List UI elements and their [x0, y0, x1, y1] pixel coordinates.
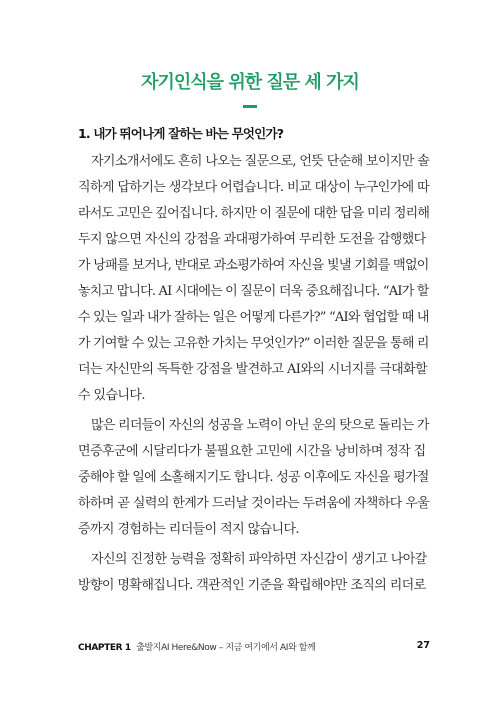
paragraph-2-line-5: 증까지 경험하는 리더들이 적지 않습니다.	[78, 522, 299, 537]
title-dash	[243, 105, 257, 108]
paragraph-3-line-1: 자신의 진정한 능력을 정확히 파악하면 자신감이 생기고 나아갈	[91, 552, 427, 567]
paragraph-3-line-2: 방향이 명확해집니다. 객관적인 기준을 확립해야만 조직의 리더로	[78, 578, 426, 593]
paragraph-1-line-10: 수 있습니다.	[78, 388, 145, 403]
body-text	[78, 149, 429, 599]
paragraph-1-line-9: 더는 자신만의 독특한 강점을 발견하고 AI와의 시너지를 극대화할	[78, 362, 427, 377]
question-heading: 1. 내가 뛰어나게 잘하는 바는 무엇인가?	[78, 126, 284, 141]
paragraph-1-line-7: 수 있는 일과 내가 잘하는 일은 어떻게 다른가?” “AI와 협업할 때 내	[78, 310, 429, 325]
paragraph-2-line-1: 많은 리더들이 자신의 성공을 노력이 아닌 운의 탓으로 돌리는 가	[91, 418, 429, 433]
page-number: 27	[416, 640, 430, 651]
paragraph-1-line-8: 가 기여할 수 있는 고유한 가치는 무엇인가?” 이러한 질문을 통해 리	[78, 336, 429, 351]
paragraph-1-line-1: 자기소개서에도 흔히 나오는 질문으로, 언뜻 단순해 보이지만 솔	[91, 154, 430, 169]
paragraph-1-line-5: 가 낭패를 보거나, 반대로 과소평가하여 자신을 빛낼 기회를 맥없이	[78, 258, 429, 273]
page-title: 자기인식을 위한 질문 세 가지	[141, 72, 359, 93]
paragraph-2-line-3: 중해야 할 일에 소홀해지기도 합니다. 성공 이후에도 자신을 평가절	[78, 470, 429, 485]
paragraph-1-line-4: 두지 않으면 자신의 강점을 과대평가하여 무리한 도전을 감행했다	[78, 232, 426, 247]
paragraph-1-line-6: 놓치고 맙니다. AI 시대에는 이 질문이 더욱 중요해집니다. “AI가 할	[78, 284, 429, 299]
footer-subtitle: 출발지AI Here&Now – 지금 여기에서 AI와 함께	[136, 643, 316, 653]
paragraph-1-line-2: 직하게 답하기는 생각보다 어렵습니다. 비교 대상이 누구인가에 따	[78, 180, 430, 195]
footer	[78, 640, 315, 653]
paragraph-2-line-2: 면증후군에 시달리다가 불필요한 고민에 시간을 낭비하며 정작 집	[78, 444, 426, 459]
footer-chapter: CHAPTER 1	[78, 643, 131, 653]
paragraph-1-line-3: 라서도 고민은 깊어집니다. 하지만 이 질문에 대한 답을 미리 정리해	[78, 206, 430, 221]
paragraph-2-line-4: 하하며 곧 실력의 한계가 드러날 것이라는 두려움에 자책하다 우울	[78, 496, 430, 511]
